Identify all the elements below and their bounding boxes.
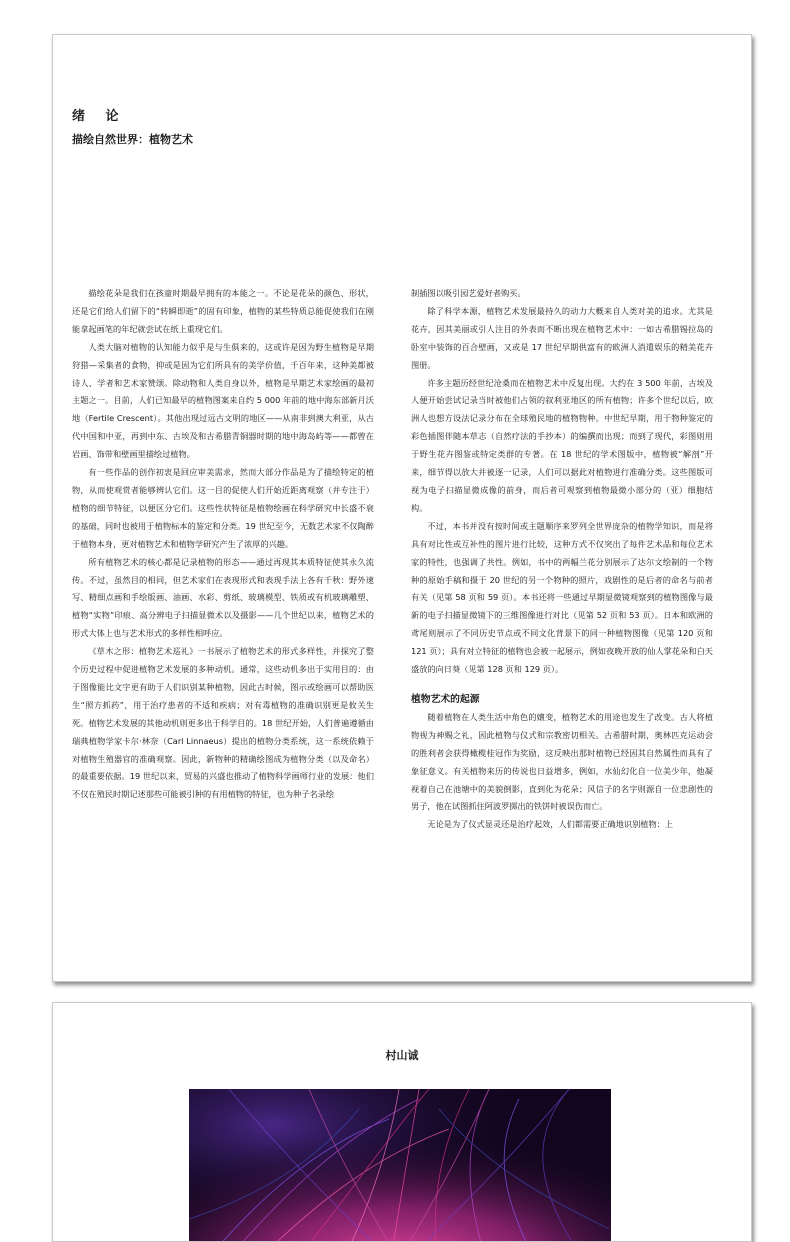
chapter-title: 绪 论 (72, 109, 127, 124)
paragraph: 人类大脑对植物的认知能力似乎是与生俱来的，这或许是因为野生植物是早期狩猎—采集者的食物，抑或是因为它们所具有的美学价值，千百年来，这种美都被诗人、学者和艺术家赞颂。除动物和人类自身以外，植物是早期艺术家绘画的最初主题之一。目前，人们已知最早的植物图案来自约 5 000 年前的地中海东部新月沃地（Fertile Crescent）。其他出现过远古文明的地区——从南非到澳大利亚，从古代中国和中亚，再到中东、古埃及和古希腊青铜器时期的地中海岛屿等——都曾在岩画、饰带和壁画里描绘过植物。 (72, 341, 374, 460)
paragraph: 除了科学本源，植物艺术发展最持久的动力大概来自人类对美的追求。尤其是花卉，因其美丽或引人注目的外表而不断出现在植物艺术中：一如古希腊锡拉岛的卧室中装饰的百合壁画，又或是 17 世纪早期供富有的欧洲人消遣娱乐的精美花卉图册。 (411, 305, 713, 370)
book-page-introduction (52, 34, 752, 982)
right-text-column (411, 285, 713, 834)
paragraph: 所有植物艺术的核心都是记录植物的形态——通过再现其本质特征使其永久流传。不过，虽然目的相同，但艺术家们在表现形式和表现手法上各有千秋：野外速写、精细点画和手绘版画、油画、水彩、剪纸、玻璃模型、铁质或有机玻璃雕塑、植物“实物”印痕、高分辨电子扫描显微术以及摄影——几个世纪以来，植物艺术的形式大体上也与艺术形式的多样性相呼应。 (72, 556, 374, 639)
artist-name: 村山诚 (385, 1049, 419, 1062)
left-text-column (72, 285, 374, 804)
section-heading: 植物艺术的起源 (411, 693, 480, 705)
chapter-subtitle: 描绘自然世界：植物艺术 (72, 133, 193, 146)
paragraph-continuation: 制插图以吸引园艺爱好者购买。 (411, 288, 526, 298)
paragraph: 随着植物在人类生活中角色的嬗变，植物艺术的用途也发生了改变。古人将植物视为神赐之礼，因此植物与仪式和宗教密切相关。古希腊时期，奥林匹克运动会的胜利者会获得橄榄桂冠作为奖励，这反映出那时植物已经因其自然属性而具有了象征意义。有关植物来历的传说也日益增多，例如，水仙幻化自一位美少年，他凝视着自己在池塘中的美貌倒影，直到化为花朵；风信子的名字则源自一位悲剧性的男子，他在试图抓住阿波罗掷出的铁饼时被误伤而亡。 (411, 711, 713, 812)
paragraph: 许多主题历经世纪沧桑而在植物艺术中反复出现。大约在 3 500 年前，古埃及人便开始尝试记录当时被他们占领的叙利亚地区的所有植物；许多个世纪以后，欧洲人也想方设法记录分布在全球殖民地的植物物种。中世纪早期，用于物种鉴定的彩色插图伴随本草志（自然疗法的手抄本）的编撰而出现；而到了现代，彩图则用于野生花卉图鉴或特定类群的专著。在 18 世纪的学术图版中，植物被“解剖”开来，细节得以放大并被逐一记录，人们可以据此对植物进行准确分类。这些图版可视为电子扫描显微成像的前身，而后者可观察到植物最微小部分的（亚）细胞结构。 (411, 377, 713, 513)
paragraph: 《草木之形：植物艺术巡礼》一书展示了植物艺术的形式多样性，并探究了整个历史过程中促进植物艺术发展的多种动机。通常，这些动机多出于实用目的：由于图像能比文字更有助于人们识别某种植物，因此古时候，图示或绘画可以帮助医生“照方抓药”，用于治疗患者的不适和疾病；对有毒植物的准确识别更是攸关生死。植物艺术发展的其他动机则更多出于科学目的。18 世纪开始，人们普遍遵循由瑞典植物学家卡尔·林奈（Carl Linnaeus）提出的植物分类系统，这一系统依赖于对植物生殖器官的准确观察。因此，新物种的精确绘图成为植物分类（以及命名）的最重要依据。19 世纪以来，贸易的兴盛也推动了植物科学画师行业的发展：他们不仅在殖民时期记述那些可能被引种的有用植物的特征，也为种子名录绘 (72, 646, 374, 800)
paragraph: 不过，本书并没有按时间或主题顺序来罗列全世界庞杂的植物学知识，而是将具有对比性或互补性的图片进行比较，这种方式不仅突出了每件艺术品和每位艺术家的特性，也强调了共性。例如，书中的两幅兰花分别展示了达尔文绘制的一个物种的原始手稿和摄于 20 世纪的另一个物种的照片，戏剧性的是后者的命名与前者有关（见第 58 页和 59 页）。本书还将一些通过早期显微镜观察到的植物图像与最新的电子扫描显微镜下的三维图像进行对比（见第 52 页和 53 页）。日本和欧洲的鸢尾则展示了不同历史节点或不同文化背景下的同一种植物图像（见第 120 页和 121 页）；具有对立特征的植物也会被一起展示，例如夜晚开放的仙人掌花朵和白天盛放的向日葵（见第 128 页和 129 页）。 (411, 520, 713, 675)
paragraph: 描绘花朵是我们在孩童时期最早拥有的本能之一。不论是花朵的颜色、形状，还是它们给人们留下的“转瞬即逝”的固有印象，植物的某些特质总能促使我们在刚能拿起画笔的年纪就尝试在纸上重现它们。 (72, 288, 374, 334)
paragraph: 无论是为了仪式显灵还是治疗起效，人们都需要正确地识别植物：上 (427, 819, 674, 830)
book-page-artwork (52, 1002, 752, 1242)
paragraph: 有一些作品的创作初衷是回应审美需求，然而大部分作品是为了描绘特定的植物，从而使观赏者能够辨认它们。这一目的促使人们开始近距离观察（并专注于）植物的细节特征，以便区分它们。这些性状特征是植物绘画在科学研究中长盛不衰的基础，同时也被用于植物标本的鉴定和分类。19 世纪至今，无数艺术家不仅陶醉于植物本身，更对植物艺术和植物学研究产生了浓厚的兴趣。 (72, 467, 374, 549)
artwork-image (189, 1089, 611, 1242)
